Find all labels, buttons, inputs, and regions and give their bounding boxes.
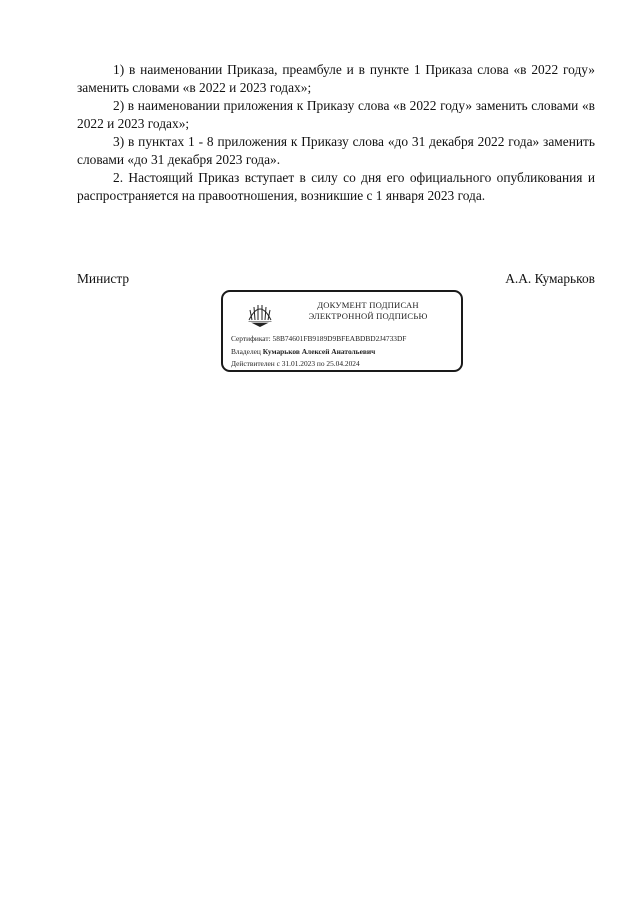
paragraph-item-3: 3) в пунктах 1 - 8 приложения к Приказу слова «до 31 декабря 2022 года» заменить словами «до 31 декабря 2023 года». <box>77 134 595 167</box>
owner-value: Кумарьков Алексей Анатольевич <box>262 347 376 356</box>
valid-label: Действителен <box>231 359 275 368</box>
signatory-name: А.А. Кумарьков <box>505 271 595 286</box>
document-body <box>77 61 595 205</box>
valid-from-label: с <box>276 359 280 368</box>
stamp-title-line-2: ЭЛЕКТРОННОЙ ПОДПИСЬЮ <box>308 311 428 321</box>
paragraph-clause-2: 2. Настоящий Приказ вступает в силу со дня его официального опубликования и распространяется на правоотношения, возникшие с 1 января 2023 года. <box>77 170 595 203</box>
stamp-certificate <box>231 334 406 343</box>
owner-label: Владелец <box>231 347 261 356</box>
stamp-title <box>283 300 453 322</box>
stamp-validity <box>231 359 360 368</box>
paragraph-item-1: 1) в наименовании Приказа, преамбуле и в пункте 1 Приказа слова «в 2022 году» заменить словами «в 2022 и 2023 годах»; <box>77 62 595 95</box>
certificate-label: Сертификат: <box>231 334 271 343</box>
certificate-value: 58B74601FB9189D9BFEABDBD2J4733DF <box>272 334 407 343</box>
valid-to-label: по <box>316 359 325 368</box>
valid-from-date: 31.01.2023 <box>281 359 316 368</box>
stamp-owner <box>231 347 375 356</box>
electronic-signature-stamp <box>221 290 463 372</box>
valid-to-date: 25.04.2024 <box>326 359 360 368</box>
signatory-position: Министр <box>77 271 130 286</box>
signature-block <box>77 270 595 288</box>
state-emblem-icon <box>245 300 275 330</box>
stamp-title-line-1: ДОКУМЕНТ ПОДПИСАН <box>317 300 419 310</box>
paragraph-item-2: 2) в наименовании приложения к Приказу слова «в 2022 году» заменить словами «в 2022 и 2023 годах»; <box>77 98 595 131</box>
